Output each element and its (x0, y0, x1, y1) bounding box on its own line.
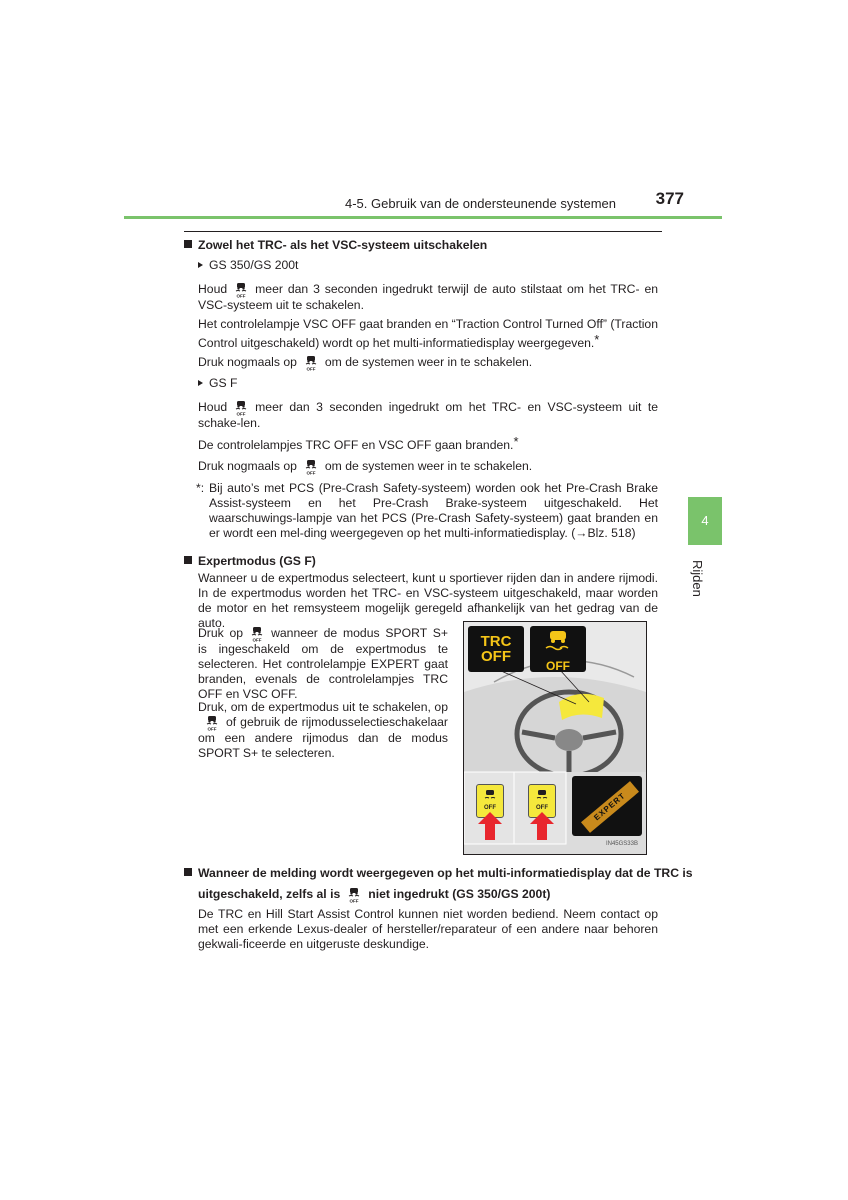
page-number: 377 (655, 189, 684, 208)
expert-mode-illustration (463, 621, 647, 855)
skid-car-off-icon (233, 400, 249, 416)
svg-text:OFF: OFF (306, 470, 316, 475)
image-code: IN45GS33B (605, 841, 638, 847)
vsc-off-switch-1: OFF (476, 784, 504, 818)
footnote: *: Bij auto’s met PCS (Pre-Crash Safety-systeem) worden ook het Pre-Crash Brake Assist-systeem en het Pre-Crash Brake-systeem uitgeschakeld. Het waarschuwings-lampje van het PCS (Pre-Crash Safety-systeem) gaat branden en er wordt een mel-ding weergegeven op het multi-informatiedisplay. (→Blz. 518) (196, 481, 658, 540)
paragraph-b1: Houd OFF meer dan 3 seconden ingedrukt om het TRC- en VSC-systeem uit te schake-len. (198, 400, 658, 430)
expert-paragraph-2: Druk, om de expertmodus uit te schakelen, op OFF of gebruik de rijmodusselectieschakelaar om een andere rijmodus dan de modus SPORT S+ te selecteren. (198, 700, 448, 760)
message-body: De TRC en Hill Start Assist Control kunnen niet worden bediend. Neem contact op met een erkende Lexus-dealer of hersteller/reparateur of een andere naar behoren gekwali-ficeerde en uitgeruste deskundige. (198, 907, 658, 951)
paragraph-b2: De controlelampjes TRC OFF en VSC OFF gaan branden.* (198, 434, 519, 452)
heading-message-line1: Wanneer de melding wordt weergegeven op het multi-informatiedisplay dat de TRC is (184, 866, 693, 881)
square-bullet-icon (184, 556, 192, 564)
square-bullet-icon (184, 868, 192, 876)
expert-indicator: EXPERT (572, 776, 642, 836)
square-bullet-icon (184, 240, 192, 248)
svg-text:OFF: OFF (252, 637, 262, 642)
skid-car-off-icon (346, 887, 362, 903)
triangle-bullet-icon (198, 380, 203, 386)
skid-car-icon (482, 789, 498, 801)
skid-car-off-icon (303, 459, 319, 475)
heading-expert: Expertmodus (GS F) (184, 554, 316, 569)
vsc-off-indicator: OFF (530, 626, 586, 672)
svg-text:OFF: OFF (306, 366, 316, 371)
skid-car-icon (530, 626, 586, 656)
paragraph-b3: Druk nogmaals op OFF om de systemen weer in te schakelen. (198, 459, 533, 475)
svg-text:OFF: OFF (207, 726, 217, 731)
skid-car-off-icon (303, 355, 319, 371)
header-rule (124, 216, 722, 219)
paragraph-a2: Het controlelampje VSC OFF gaat branden en “Traction Control Turned Off” (Traction Control uitgeschakeld) wordt op het multi-informatiedisplay weergegeven.* (198, 317, 658, 350)
section-title: 4-5. Gebruik van de ondersteunende systemen (344, 196, 616, 211)
paragraph-a3: Druk nogmaals op OFF om de systemen weer in te schakelen. (198, 355, 533, 371)
arrow-up-icon (530, 812, 554, 840)
trc-off-indicator: TRC OFF (468, 626, 524, 672)
svg-text:OFF: OFF (236, 293, 246, 298)
section-rule (184, 231, 662, 232)
skid-car-icon (534, 789, 550, 801)
model-a-label: GS 350/GS 200t (198, 258, 298, 273)
triangle-bullet-icon (198, 262, 203, 268)
chapter-tab: 4 (688, 497, 722, 545)
arrow-up-icon (478, 812, 502, 840)
expert-paragraph-1: Druk op OFF wanneer de modus SPORT S+ is ingeschakeld om de expertmodus te selecteren. Het controlelampje EXPERT gaat branden, evenals de controlelampjes TRC OFF en VSC OFF. (198, 626, 448, 701)
svg-text:OFF: OFF (236, 411, 246, 416)
skid-car-off-icon (233, 282, 249, 298)
heading-trc-vsc: Zowel het TRC- als het VSC-systeem uitschakelen (184, 238, 487, 253)
skid-car-off-icon (249, 626, 265, 642)
expert-intro: Wanneer u de expertmodus selecteert, kunt u sportiever rijden dan in andere rijmodi. In de expertmodus worden het TRC- en VSC-systeem uitgeschakeld, maar worden de motor en het remsysteem mogelijk geregeld afhankelijk van het gedrag van de auto. (198, 571, 658, 630)
svg-text:OFF: OFF (349, 898, 359, 903)
skid-car-off-icon (204, 715, 220, 731)
chapter-label: Rijden (690, 560, 705, 597)
paragraph-a1: Houd OFF meer dan 3 seconden ingedrukt terwijl de auto stilstaat om het TRC- en VSC-systeem uit te schakelen. (198, 282, 658, 312)
vsc-off-switch-2: OFF (528, 784, 556, 818)
model-b-label: GS F (198, 376, 237, 391)
heading-message-line2: uitgeschakeld, zelfs al is OFF niet ingedrukt (GS 350/GS 200t) (198, 887, 551, 903)
